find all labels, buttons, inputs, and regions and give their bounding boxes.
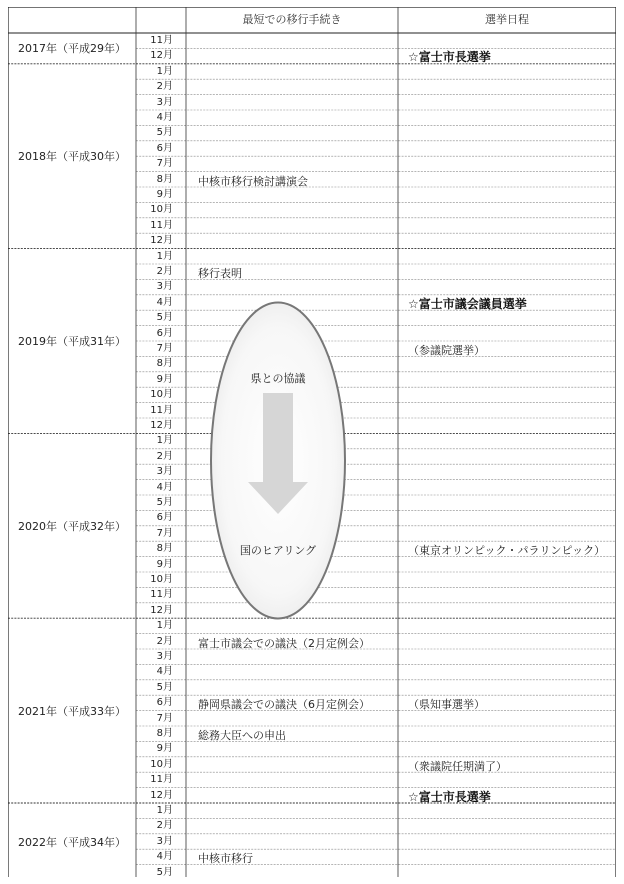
election-entry: ☆富士市長選挙	[408, 50, 491, 65]
month-cell: 1月	[156, 250, 173, 262]
month-cell: 1月	[156, 620, 173, 632]
month-cell: 11月	[150, 774, 173, 786]
month-cell: 5月	[156, 866, 173, 878]
month-cell: 5月	[156, 497, 173, 508]
election-entry: ☆富士市長選挙	[408, 789, 491, 804]
month-cell: 7月	[156, 527, 173, 539]
month-cell: 1月	[156, 65, 173, 77]
month-cell: 2月	[156, 266, 173, 277]
month-cell: 1月	[156, 805, 173, 816]
month-cell: 9月	[156, 373, 173, 385]
month-cell: 11月	[150, 219, 173, 231]
election-entry: （東京オリンピック・パラリンピック）	[408, 544, 606, 558]
procedure-entry: 静岡県議会での議決（6月定例会）	[198, 698, 370, 712]
month-cell: 8月	[156, 728, 173, 739]
year-cell: 2019年（平成31年）	[18, 334, 126, 348]
month-cell: 4月	[156, 666, 173, 678]
year-cell: 2021年（平成33年）	[18, 704, 126, 718]
month-cell: 12月	[150, 420, 173, 431]
month-cell: 5月	[156, 681, 173, 693]
procedure-entry: 中核市移行検討講演会	[198, 174, 308, 188]
year-cell: 2022年（平成34年）	[18, 835, 126, 849]
month-cell: 11月	[150, 589, 173, 601]
month-cell: 7月	[156, 343, 173, 354]
month-cell: 12月	[150, 50, 173, 62]
year-cell: 2020年（平成32年）	[18, 519, 126, 533]
month-cell: 2月	[156, 820, 173, 832]
month-cell: 6月	[156, 142, 173, 154]
procedure-entry: 中核市移行	[198, 852, 253, 866]
month-cell: 12月	[150, 604, 173, 616]
month-cell: 11月	[150, 35, 173, 46]
month-cell: 8月	[156, 543, 173, 555]
election-entry: （県知事選挙）	[408, 698, 485, 712]
month-cell: 9月	[156, 743, 173, 755]
month-cell: 3月	[156, 835, 173, 847]
month-cell: 5月	[156, 312, 173, 324]
month-cell: 5月	[156, 127, 173, 139]
month-cell: 11月	[150, 404, 173, 416]
election-entry: （衆議院任期満了）	[408, 759, 507, 773]
election-entry: ☆富士市議会議員選挙	[408, 296, 527, 311]
month-cell: 12月	[150, 789, 173, 801]
month-cell: 8月	[156, 358, 173, 370]
consultation-process-oval	[208, 300, 348, 621]
header-year-blank	[8, 7, 136, 33]
month-cell: 3月	[156, 651, 173, 662]
month-cell: 9月	[156, 558, 173, 570]
procedure-entry: 富士市議会での議決（2月定例会）	[198, 636, 370, 650]
month-cell: 7月	[156, 712, 173, 724]
month-cell: 2月	[156, 450, 173, 462]
procedure-entry: 総務大臣への申出	[198, 729, 286, 742]
month-cell: 6月	[156, 512, 173, 524]
national-hearing-label: 国のヒアリング	[239, 544, 317, 557]
election-entry: （参議院選挙）	[408, 344, 485, 357]
schedule-table	[8, 7, 616, 877]
month-cell: 4月	[156, 296, 173, 308]
header-election: 選挙日程	[485, 13, 529, 26]
month-cell: 7月	[156, 158, 173, 170]
month-cell: 10月	[150, 758, 173, 770]
month-cell: 10月	[150, 204, 173, 216]
year-cell: 2018年（平成30年）	[18, 150, 126, 164]
month-cell: 2月	[156, 81, 173, 93]
month-cell: 4月	[156, 481, 173, 493]
year-cell: 2017年（平成29年）	[18, 42, 126, 56]
month-cell: 6月	[156, 327, 173, 339]
procedure-entry: 移行表明	[198, 267, 242, 280]
month-cell: 4月	[156, 112, 173, 123]
month-cell: 3月	[156, 281, 173, 293]
month-cell: 3月	[156, 466, 173, 478]
month-cell: 6月	[156, 697, 173, 709]
month-cell: 10月	[150, 574, 173, 585]
header-procedure: 最短での移行手続き	[242, 13, 342, 26]
table-header	[8, 7, 616, 33]
month-cell: 9月	[156, 189, 173, 200]
month-cell: 8月	[156, 173, 173, 185]
month-cell: 4月	[156, 851, 173, 863]
month-cell: 10月	[150, 389, 173, 401]
month-cell: 3月	[156, 96, 173, 108]
prefecture-consultation-label: 県との協議	[250, 372, 306, 385]
month-cell: 12月	[150, 235, 173, 247]
month-cell: 1月	[156, 435, 173, 447]
month-cell: 2月	[156, 635, 173, 647]
header-month-blank	[136, 7, 186, 33]
